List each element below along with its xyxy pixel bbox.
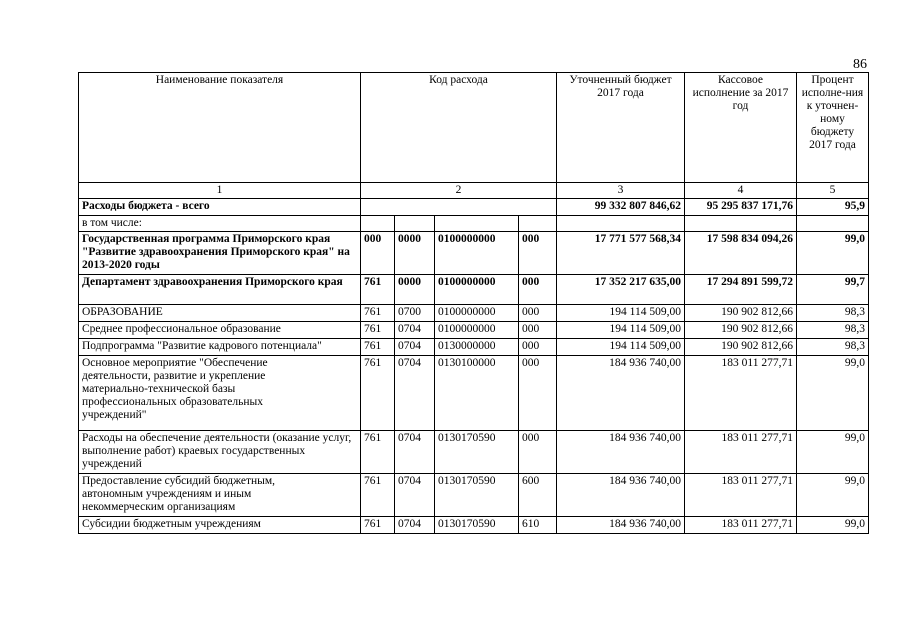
row-code-4: 000 bbox=[519, 431, 557, 474]
row-code-4: 000 bbox=[519, 275, 557, 305]
row-cash: 183 011 277,71 bbox=[685, 431, 797, 474]
row-code-4: 610 bbox=[519, 517, 557, 534]
row-budget: 194 114 509,00 bbox=[557, 305, 685, 322]
row-code-4: 600 bbox=[519, 474, 557, 517]
row-code-3: 0100000000 bbox=[435, 232, 519, 275]
header-code: Код расхода bbox=[361, 73, 557, 183]
row-code-4: 000 bbox=[519, 339, 557, 356]
row-code-1: 761 bbox=[361, 275, 395, 305]
row-name: Субсидии бюджетным учреждениям bbox=[79, 517, 361, 534]
row-code-3: 0130170590 bbox=[435, 474, 519, 517]
row-percent: 99,0 bbox=[797, 356, 869, 431]
row-name: ОБРАЗОВАНИЕ bbox=[79, 305, 361, 322]
row-code-3: 0100000000 bbox=[435, 305, 519, 322]
row-percent: 99,0 bbox=[797, 517, 869, 534]
row-code-4: 000 bbox=[519, 232, 557, 275]
row-cash: 183 011 277,71 bbox=[685, 517, 797, 534]
column-number: 4 bbox=[685, 183, 797, 199]
header-budget: Уточненный бюджет 2017 года bbox=[557, 73, 685, 183]
row-code-2: 0700 bbox=[395, 305, 435, 322]
row-cash: 183 011 277,71 bbox=[685, 474, 797, 517]
table-row bbox=[79, 356, 869, 431]
column-number: 5 bbox=[797, 183, 869, 199]
row-name: Предоставление субсидий бюджетным, автономным учреждениям и иным некоммерческим организациям bbox=[79, 474, 361, 517]
row-code-1: 761 bbox=[361, 356, 395, 431]
row-code-1: 761 bbox=[361, 517, 395, 534]
row-percent: 99,0 bbox=[797, 232, 869, 275]
row-code-1: 761 bbox=[361, 474, 395, 517]
row-cash: 17 294 891 599,72 bbox=[685, 275, 797, 305]
row-cash bbox=[685, 216, 797, 232]
row-code-1: 761 bbox=[361, 322, 395, 339]
row-percent: 99,0 bbox=[797, 474, 869, 517]
table-row bbox=[79, 322, 869, 339]
row-name: Департамент здравоохранения Приморского края bbox=[79, 275, 361, 305]
header-percent: Процент исполне-ния к уточнен-ному бюджету 2017 года bbox=[797, 73, 869, 183]
row-budget: 184 936 740,00 bbox=[557, 517, 685, 534]
row-code-4 bbox=[519, 216, 557, 232]
row-code-2: 0704 bbox=[395, 356, 435, 431]
row-budget: 184 936 740,00 bbox=[557, 356, 685, 431]
row-budget: 17 352 217 635,00 bbox=[557, 275, 685, 305]
row-cash: 95 295 837 171,76 bbox=[685, 199, 797, 216]
table-row bbox=[79, 232, 869, 275]
row-code-3: 0130100000 bbox=[435, 356, 519, 431]
row-name: в том числе: bbox=[79, 216, 361, 232]
table-row bbox=[79, 199, 869, 216]
row-code-2: 0704 bbox=[395, 322, 435, 339]
budget-table bbox=[78, 72, 869, 534]
row-budget: 194 114 509,00 bbox=[557, 322, 685, 339]
header-cash: Кассовое исполнение за 2017 год bbox=[685, 73, 797, 183]
row-code-2: 0704 bbox=[395, 339, 435, 356]
column-number: 2 bbox=[361, 183, 557, 199]
row-percent: 98,3 bbox=[797, 322, 869, 339]
row-cash: 183 011 277,71 bbox=[685, 356, 797, 431]
row-percent: 99,0 bbox=[797, 431, 869, 474]
row-code-3: 0130170590 bbox=[435, 431, 519, 474]
row-code-4: 000 bbox=[519, 356, 557, 431]
row-code-1: 761 bbox=[361, 431, 395, 474]
row-code-3: 0100000000 bbox=[435, 322, 519, 339]
table-row bbox=[79, 305, 869, 322]
row-code-2: 0704 bbox=[395, 431, 435, 474]
row-name: Расходы бюджета - всего bbox=[79, 199, 361, 216]
row-code-1: 000 bbox=[361, 232, 395, 275]
row-percent: 98,3 bbox=[797, 339, 869, 356]
row-budget: 99 332 807 846,62 bbox=[557, 199, 685, 216]
page-number: 86 bbox=[853, 57, 867, 72]
row-code-3: 0130000000 bbox=[435, 339, 519, 356]
row-name: Государственная программа Приморского края "Развитие здравоохранения Приморского края" на 2013-2020 годы bbox=[79, 232, 361, 275]
row-code-1: 761 bbox=[361, 339, 395, 356]
row-percent: 98,3 bbox=[797, 305, 869, 322]
column-number: 1 bbox=[79, 183, 361, 199]
row-code-4: 000 bbox=[519, 305, 557, 322]
row-code-3: 0130170590 bbox=[435, 517, 519, 534]
row-budget: 194 114 509,00 bbox=[557, 339, 685, 356]
table-row bbox=[79, 517, 869, 534]
row-code-3: 0100000000 bbox=[435, 275, 519, 305]
row-name: Среднее профессиональное образование bbox=[79, 322, 361, 339]
row-name: Основное мероприятие "Обеспечение деятельности, развитие и укрепление материально-технической базы профессиональных образовательных учреждений" bbox=[79, 356, 361, 431]
row-budget: 184 936 740,00 bbox=[557, 431, 685, 474]
row-code-3 bbox=[435, 216, 519, 232]
row-cash: 17 598 834 094,26 bbox=[685, 232, 797, 275]
row-budget: 184 936 740,00 bbox=[557, 474, 685, 517]
row-cash: 190 902 812,66 bbox=[685, 322, 797, 339]
row-percent: 99,7 bbox=[797, 275, 869, 305]
row-percent: 95,9 bbox=[797, 199, 869, 216]
row-name: Подпрограмма "Развитие кадрового потенциала" bbox=[79, 339, 361, 356]
row-budget bbox=[557, 216, 685, 232]
row-cash: 190 902 812,66 bbox=[685, 305, 797, 322]
row-code-2 bbox=[395, 216, 435, 232]
row-code-2: 0000 bbox=[395, 275, 435, 305]
row-cash: 190 902 812,66 bbox=[685, 339, 797, 356]
table-row bbox=[79, 474, 869, 517]
table-row bbox=[79, 339, 869, 356]
row-code-2: 0000 bbox=[395, 232, 435, 275]
row-code bbox=[361, 199, 557, 216]
row-code-2: 0704 bbox=[395, 517, 435, 534]
row-code-2: 0704 bbox=[395, 474, 435, 517]
row-name: Расходы на обеспечение деятельности (оказание услуг, выполнение работ) краевых государственных учреждений bbox=[79, 431, 361, 474]
table-row bbox=[79, 216, 869, 232]
header-name: Наименование показателя bbox=[79, 73, 361, 183]
row-budget: 17 771 577 568,34 bbox=[557, 232, 685, 275]
row-percent bbox=[797, 216, 869, 232]
column-number: 3 bbox=[557, 183, 685, 199]
row-code-4: 000 bbox=[519, 322, 557, 339]
row-code-1 bbox=[361, 216, 395, 232]
table-row bbox=[79, 275, 869, 305]
row-code-1: 761 bbox=[361, 305, 395, 322]
table-row bbox=[79, 431, 869, 474]
